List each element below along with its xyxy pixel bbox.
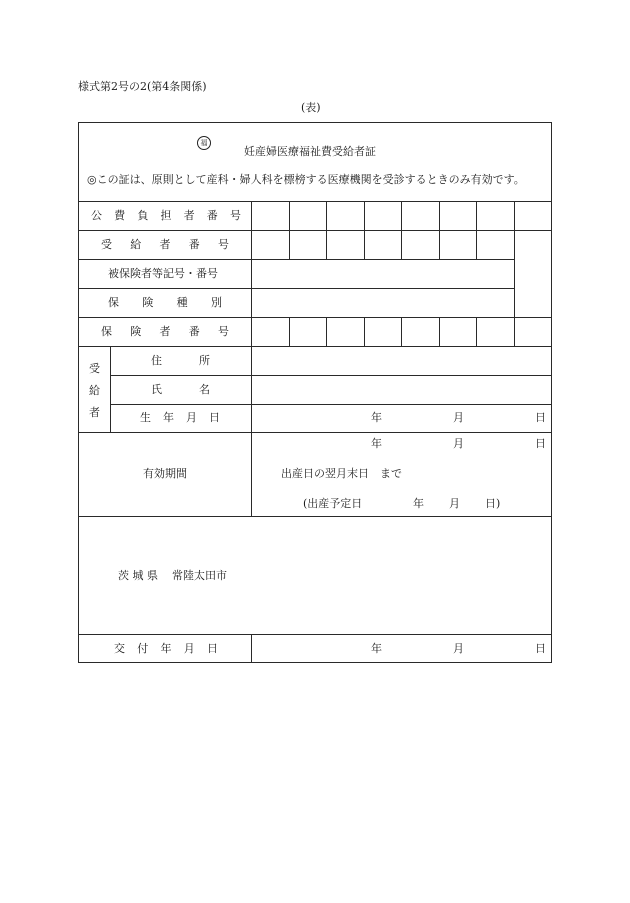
label-char: 番 [188, 238, 200, 251]
rule [78, 288, 515, 289]
label-char: 年 [163, 411, 174, 424]
digit-divider [514, 230, 515, 318]
dob-label [140, 411, 220, 425]
label-char: 担 [160, 209, 172, 222]
label-char: 所 [199, 354, 210, 367]
label-char: 付 [137, 642, 149, 655]
label-char: 費 [114, 209, 126, 222]
due-date-open: (出産予定日 [303, 497, 363, 510]
digit-divider [364, 201, 365, 231]
label-char: 月 [183, 642, 195, 655]
rule [78, 432, 552, 433]
digit-divider [401, 230, 402, 260]
issue-year: 年 [371, 642, 382, 655]
label-char: 給 [130, 238, 142, 251]
validity-label: 有効期間 [143, 467, 187, 480]
rule [110, 375, 552, 376]
validity-notice: ◎この証は、原則として産科・婦人科を標榜する医療機関を受診するときのみ有効です。 [87, 173, 525, 186]
label-char: 年 [160, 642, 172, 655]
border-left [78, 122, 79, 663]
label-char: 住 [151, 354, 162, 367]
label-char: 種 [176, 296, 188, 309]
label-char: 番 [206, 209, 218, 222]
issuer-city: 常陸太田市 [172, 569, 227, 582]
border-top [78, 122, 552, 123]
rule [78, 230, 552, 231]
insurance-type-label [108, 296, 222, 310]
label-char: 者 [183, 209, 195, 222]
label-char: 別 [210, 296, 222, 309]
column-divider [251, 432, 252, 517]
issue-month: 月 [453, 642, 464, 655]
label-char: 氏 [151, 383, 162, 396]
insured-symbol-label: 被保険者等記号・番号 [108, 267, 218, 280]
digit-divider [326, 230, 327, 260]
label-char: 日 [207, 642, 218, 655]
digit-divider [439, 317, 440, 347]
border-bottom [78, 662, 552, 663]
dob-year: 年 [371, 411, 382, 424]
digit-divider [514, 317, 515, 347]
label-char: 公 [91, 209, 102, 222]
digit-divider [326, 317, 327, 347]
certificate-title: 妊産婦医療福祉費受給者証 [244, 145, 376, 158]
rule [78, 346, 552, 347]
label-char: 者 [159, 325, 171, 338]
digit-divider [476, 317, 477, 347]
due-date-year: 年 [413, 497, 424, 510]
label-char: 険 [130, 325, 142, 338]
label-char: 番 [188, 325, 200, 338]
digit-divider [439, 230, 440, 260]
rule [78, 259, 515, 260]
recipient-group-char: 受 [89, 362, 100, 375]
digit-divider [289, 201, 290, 231]
dob-month: 月 [453, 411, 464, 424]
name-label [151, 383, 210, 397]
payer-number-label [91, 209, 241, 223]
recipient-group-char: 給 [89, 384, 100, 397]
digit-divider [476, 230, 477, 260]
issue-date-label [114, 642, 218, 656]
validity-until: 出産日の翌月末日 まで [281, 467, 402, 480]
issuer-prefecture: 茨 城 県 [118, 569, 158, 582]
side-label: (表) [301, 101, 321, 114]
rule [78, 516, 552, 517]
label-char: 者 [159, 238, 171, 251]
label-char: 険 [142, 296, 154, 309]
digit-divider [289, 317, 290, 347]
recipient-number-label [101, 238, 229, 252]
group-divider [110, 346, 111, 433]
label-char: 号 [229, 209, 241, 222]
recipient-group-char: 者 [89, 406, 100, 419]
fuku-seal-icon: 福 [197, 136, 211, 150]
digit-divider [401, 201, 402, 231]
insurer-number-label [101, 325, 229, 339]
label-char: 受 [101, 238, 112, 251]
label-char: 日 [209, 411, 220, 424]
column-divider [251, 201, 252, 433]
dob-day: 日 [535, 411, 546, 424]
digit-divider [401, 317, 402, 347]
label-char: 号 [218, 325, 229, 338]
due-date-month: 月 [449, 497, 460, 510]
digit-divider [326, 201, 327, 231]
due-date-close: 日) [485, 497, 501, 510]
label-char: 交 [114, 642, 125, 655]
border-right [551, 122, 552, 663]
rule [78, 201, 552, 202]
digit-divider [364, 317, 365, 347]
digit-divider [289, 230, 290, 260]
address-label [151, 354, 210, 368]
label-char: 生 [140, 411, 151, 424]
rule [78, 317, 552, 318]
digit-divider [476, 201, 477, 231]
digit-divider [514, 201, 515, 231]
validity-month: 月 [453, 437, 464, 450]
label-char: 保 [108, 296, 119, 309]
label-char: 月 [186, 411, 197, 424]
label-char: 負 [137, 209, 149, 222]
validity-year: 年 [371, 437, 382, 450]
digit-divider [364, 230, 365, 260]
rule [78, 634, 552, 635]
label-char: 名 [199, 383, 210, 396]
column-divider [251, 634, 252, 663]
validity-day: 日 [535, 437, 546, 450]
rule [110, 404, 552, 405]
label-char: 保 [101, 325, 112, 338]
label-char: 号 [218, 238, 229, 251]
issue-day: 日 [535, 642, 546, 655]
digit-divider [439, 201, 440, 231]
form-number: 様式第2号の2(第4条関係) [78, 80, 207, 93]
